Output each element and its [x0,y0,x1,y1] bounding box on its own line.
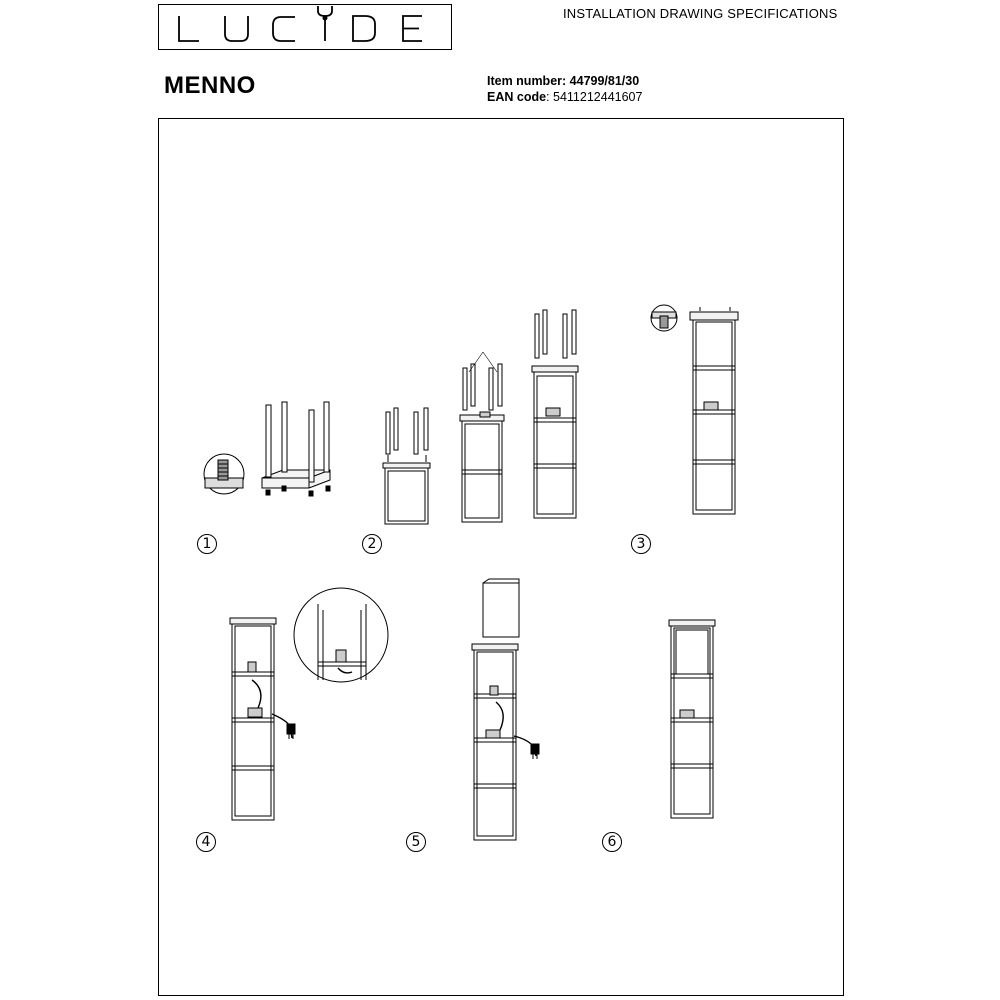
step3-illustration [651,305,738,514]
screw-detail-icon [651,305,677,331]
plug-icon [531,744,539,759]
screw-detail-icon [204,454,244,494]
detail-zoom-bubble [294,588,388,682]
ean-line: EAN code: 5411212441607 [487,90,643,104]
step6-illustration [669,620,715,818]
item-number-label: Item number: [487,74,567,88]
step-number-1: 1 [197,534,217,554]
step-number-6: 6 [602,832,622,852]
step-number-2: 2 [362,534,382,554]
step1-illustration [204,402,330,496]
step-number-3: 3 [631,534,651,554]
product-name: MENNO [164,72,256,99]
step2-unit-b [460,352,504,522]
shade-icon [483,579,519,637]
step-number-4: 4 [196,832,216,852]
item-number-value: 44799/81/30 [569,74,640,88]
step5-illustration [472,579,539,840]
ean-label: EAN code [487,90,547,104]
step-number-5: 5 [406,832,426,852]
ean-value: 5411212441607 [553,90,643,104]
plug-icon [287,724,295,739]
document-title: INSTALLATION DRAWING SPECIFICATIONS [563,6,838,21]
step2-unit-c [532,310,578,518]
step2-unit-a [383,408,430,524]
step4-illustration [230,588,388,820]
